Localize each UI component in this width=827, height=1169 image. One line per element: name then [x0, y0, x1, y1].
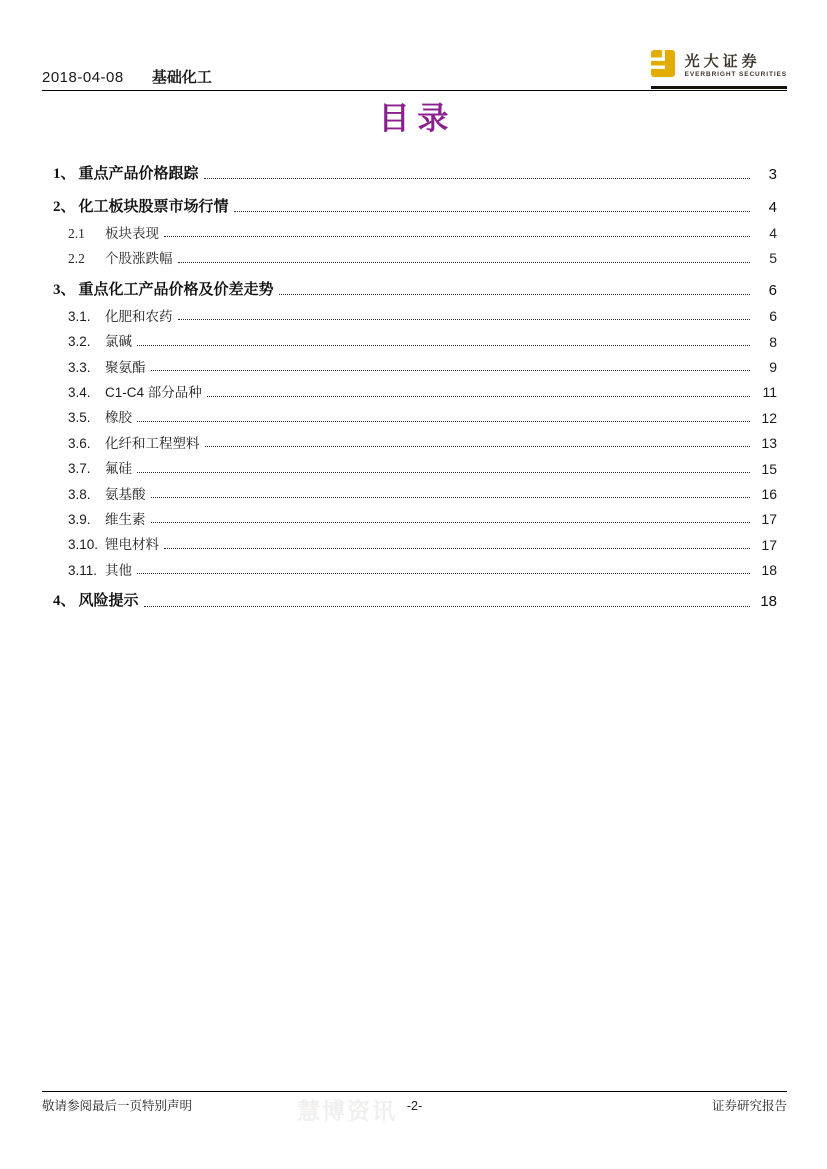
- page-number: -2-: [406, 1099, 423, 1113]
- toc-entry-label: 橡胶: [105, 410, 132, 426]
- toc-entry-page: 6: [768, 281, 777, 299]
- toc-entry-page: 6: [769, 308, 777, 325]
- toc-entry-page: 16: [761, 485, 777, 502]
- toc-entry-page: 11: [762, 384, 777, 401]
- dot-leader: [207, 396, 750, 397]
- dot-leader: [164, 548, 750, 549]
- toc-entry-39[interactable]: [42, 502, 777, 527]
- toc-entry-4[interactable]: [42, 585, 777, 610]
- toc-entry-35[interactable]: [42, 401, 777, 426]
- toc-list: [42, 151, 777, 611]
- toc-entry-page: 17: [761, 511, 777, 528]
- toc-title: 目 录: [378, 101, 449, 136]
- toc-entry-label: 氨基酸: [105, 486, 146, 502]
- toc-entry-label: C1-C4 部分品种: [105, 385, 202, 400]
- toc-entry-number: 3.5.: [68, 410, 91, 426]
- toc-entry-37[interactable]: [42, 451, 777, 476]
- toc-entry-page: 5: [769, 250, 777, 267]
- dot-leader: [151, 522, 751, 523]
- toc-entry-number: 1、: [53, 166, 76, 183]
- toc-entry-3[interactable]: [42, 274, 777, 299]
- toc-entry-label: 板块表现: [105, 225, 159, 241]
- toc-entry-label: 聚氨酯: [105, 359, 146, 375]
- footer-disclaimer: 敬请参阅最后一页特别声明: [42, 1099, 193, 1113]
- toc-entry-number: 3.4.: [68, 385, 91, 400]
- dot-leader: [204, 178, 750, 179]
- toc-entry-number: 3.7.: [68, 461, 91, 477]
- toc-entry-label: 化工板块股票市场行情: [78, 198, 229, 215]
- brand-text: [685, 54, 787, 79]
- toc-entry-number: 3.2.: [68, 334, 91, 350]
- toc-entry-number: 2.1: [68, 225, 85, 241]
- toc-entry-page: 9: [769, 359, 777, 376]
- toc-entry-2[interactable]: [42, 190, 777, 215]
- toc-entry-32[interactable]: [42, 324, 777, 349]
- toc-entry-label: 维生素: [105, 511, 146, 527]
- toc-entry-number: 2.2: [68, 251, 85, 267]
- dot-leader: [144, 606, 750, 607]
- toc-entry-number: 2、: [53, 198, 76, 215]
- dot-leader: [137, 421, 750, 422]
- toc-entry-label: 风险提示: [78, 593, 139, 610]
- dot-leader: [164, 236, 750, 237]
- toc-entry-number: 3.6.: [68, 435, 91, 451]
- everbright-logo-mark-icon: [651, 50, 677, 82]
- dot-leader: [151, 370, 751, 371]
- toc-entry-number: 3.9.: [68, 511, 91, 527]
- toc-entry-label: 重点化工产品价格及价差走势: [78, 281, 274, 298]
- toc-entry-22[interactable]: [42, 241, 777, 266]
- toc-entry-1[interactable]: [42, 158, 777, 183]
- toc-entry-number: 3.3.: [68, 359, 91, 375]
- toc-entry-page: 15: [761, 460, 777, 477]
- footer-report-type: 证券研究报告: [711, 1099, 787, 1113]
- watermark: 慧博资讯: [297, 1098, 397, 1124]
- toc-entry-36[interactable]: [42, 426, 777, 451]
- toc-entry-label: 其他: [105, 562, 132, 578]
- toc-entry-33[interactable]: [42, 350, 777, 375]
- toc-entry-page: 12: [761, 409, 777, 426]
- toc-entry-number: 3.11.: [68, 562, 98, 578]
- toc-entry-number: 3.8.: [68, 486, 91, 502]
- dot-leader: [279, 294, 750, 295]
- toc-entry-page: 3: [768, 166, 777, 184]
- toc-entry-label: 锂电材料: [105, 537, 159, 553]
- toc-entry-310[interactable]: [42, 527, 777, 552]
- toc-entry-38[interactable]: [42, 477, 777, 502]
- dot-leader: [137, 573, 750, 574]
- toc-entry-31[interactable]: [42, 299, 777, 324]
- brand-block: [651, 50, 787, 89]
- dot-leader: [178, 319, 751, 320]
- toc-entry-page: 18: [760, 593, 777, 611]
- toc-entry-page: 8: [769, 333, 777, 350]
- dot-leader: [137, 345, 750, 346]
- toc-entry-number: 4、: [53, 593, 76, 610]
- dot-leader: [137, 472, 750, 473]
- dot-leader: [205, 446, 751, 447]
- report-date: 2018-04-08: [42, 69, 124, 86]
- toc-entry-page: 4: [768, 198, 777, 216]
- toc-entry-label: 个股涨跌幅: [105, 251, 173, 267]
- brand-name: 光大证券: [684, 53, 761, 70]
- toc-entry-page: 17: [761, 536, 777, 553]
- toc-entry-label: 化纤和工程塑料: [105, 435, 200, 451]
- toc-entry-number: 3.1.: [68, 308, 91, 324]
- toc-entry-page: 13: [761, 435, 777, 452]
- toc-entry-label: 氟硅: [105, 461, 132, 477]
- toc-entry-label: 氯碱: [105, 334, 132, 350]
- toc-entry-label: 重点产品价格跟踪: [78, 166, 199, 183]
- toc-entry-34[interactable]: [42, 375, 777, 400]
- toc-entry-number: 3、: [53, 281, 76, 298]
- report-category: 基础化工: [151, 69, 212, 86]
- toc-entry-number: 3.10.: [68, 537, 99, 553]
- toc-entry-page: 4: [769, 225, 777, 242]
- toc-entry-21[interactable]: [42, 216, 777, 241]
- toc-entry-311[interactable]: [42, 553, 777, 578]
- header-left: [42, 70, 212, 90]
- toc-entry-page: 18: [761, 562, 777, 579]
- dot-leader: [234, 211, 750, 212]
- page-header: [42, 50, 787, 91]
- page-footer: [42, 1091, 787, 1114]
- toc-entry-label: 化肥和农药: [105, 308, 173, 324]
- brand-subtitle: EVERBRIGHT SECURITIES: [684, 71, 787, 79]
- dot-leader: [151, 497, 751, 498]
- dot-leader: [178, 262, 751, 263]
